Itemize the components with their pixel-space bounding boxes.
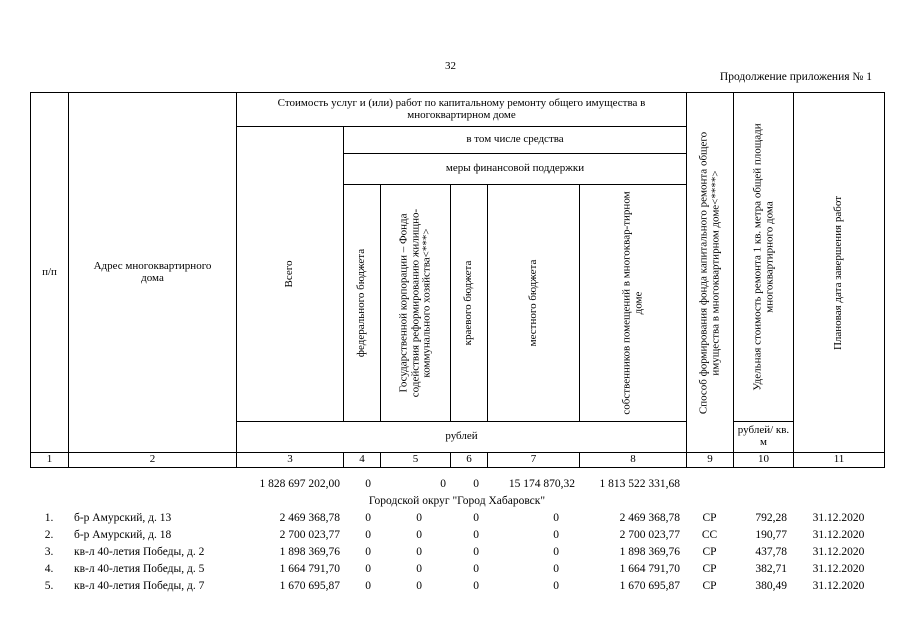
- table-row: [30, 543, 884, 560]
- region-title: Городской округ "Город Хабаровск": [368, 494, 546, 507]
- col-local: [488, 185, 580, 422]
- cell-own: 1 670 695,87: [619, 579, 680, 592]
- cell-addr: б-р Амурский, д. 13: [74, 511, 172, 524]
- cell-n: 1.: [44, 511, 54, 524]
- cell-method: СР: [702, 579, 717, 592]
- table-row: [30, 560, 884, 577]
- cell-addr: б-р Амурский, д. 18: [74, 528, 172, 541]
- col-number: 6: [451, 453, 488, 468]
- cell-method: СР: [702, 511, 717, 524]
- cell-loc: 0: [553, 545, 559, 558]
- col-planned: [794, 93, 885, 453]
- col-number: 2: [69, 453, 237, 468]
- cell-total: 1 898 369,76: [279, 545, 340, 558]
- col-cost: Стоимость услуг и (или) работ по капитальному ремонту общего имущества в многоквартирном доме: [237, 93, 687, 127]
- col-including: в том числе средства: [344, 127, 687, 154]
- cell-date: 31.12.2020: [812, 528, 865, 541]
- col-regional: [451, 185, 488, 422]
- cell-reg: 0: [473, 579, 479, 592]
- col-specific: [734, 93, 794, 422]
- cell-addr: кв-л 40-летия Победы, д. 2: [74, 545, 205, 558]
- totals-federal: 0: [365, 477, 371, 490]
- cell-loc: 0: [553, 528, 559, 541]
- cell-spec: 190,77: [755, 528, 787, 541]
- totals-owners: 1 813 522 331,68: [599, 477, 680, 490]
- cell-spec: 382,71: [755, 562, 787, 575]
- table-row: [30, 509, 884, 526]
- cell-method: СР: [702, 545, 717, 558]
- data-table: [30, 475, 884, 594]
- totals-total: 1 828 697 202,00: [259, 477, 340, 490]
- cell-date: 31.12.2020: [812, 545, 865, 558]
- cell-fed: 0: [365, 511, 371, 524]
- cell-fed: 0: [365, 528, 371, 541]
- col-number: 10: [734, 453, 794, 468]
- col-number: 8: [580, 453, 687, 468]
- cell-addr: кв-л 40-летия Победы, д. 5: [74, 562, 205, 575]
- col-owners-text: собственников помещений в многоквар-тирном доме: [620, 191, 644, 415]
- col-address: Адрес многоквартирного дома: [69, 93, 237, 453]
- col-fund: [381, 185, 451, 422]
- cell-total: 1 670 695,87: [279, 579, 340, 592]
- cell-reg: 0: [473, 562, 479, 575]
- cell-date: 31.12.2020: [812, 511, 865, 524]
- region-row: [30, 492, 884, 509]
- cell-spec: 380,49: [755, 579, 787, 592]
- cell-reg: 0: [473, 511, 479, 524]
- col-number: 9: [687, 453, 734, 468]
- cell-spec: 792,28: [755, 511, 787, 524]
- col-federal-text: федерального бюджета: [355, 248, 368, 358]
- table-row: [30, 526, 884, 543]
- cell-fed: 0: [365, 562, 371, 575]
- totals-regional: 0: [473, 477, 479, 490]
- cell-total: 2 700 023,77: [279, 528, 340, 541]
- cell-fed: 0: [365, 579, 371, 592]
- cell-fund: 0: [416, 562, 422, 575]
- cell-loc: 0: [553, 511, 559, 524]
- col-regional-text: краевого бюджета: [462, 260, 475, 346]
- col-number: 7: [488, 453, 580, 468]
- cell-n: 2.: [44, 528, 54, 541]
- cell-total: 2 469 368,78: [279, 511, 340, 524]
- col-specific-text: Удельная стоимость ремонта 1 кв. метра общей площади многоквартирного дома: [750, 123, 775, 391]
- cell-own: 2 700 023,77: [619, 528, 680, 541]
- cell-own: 1 898 369,76: [619, 545, 680, 558]
- cell-spec: 437,78: [755, 545, 787, 558]
- cell-method: СР: [702, 562, 717, 575]
- totals-fund: 0: [440, 477, 446, 490]
- col-support: меры финансовой поддержки: [344, 154, 687, 185]
- cell-loc: 0: [553, 562, 559, 575]
- cell-loc: 0: [553, 579, 559, 592]
- col-total: [237, 127, 344, 422]
- cell-reg: 0: [473, 545, 479, 558]
- cell-fund: 0: [416, 579, 422, 592]
- header-table: [30, 92, 885, 468]
- col-number: 5: [381, 453, 451, 468]
- col-federal: [344, 185, 381, 422]
- cell-reg: 0: [473, 528, 479, 541]
- col-planned-text: Плановая дата завершения работ: [832, 195, 845, 350]
- cell-n: 4.: [44, 562, 54, 575]
- cell-fund: 0: [416, 528, 422, 541]
- cell-addr: кв-л 40-летия Победы, д. 7: [74, 579, 205, 592]
- col-pp: п/п: [31, 93, 69, 453]
- cell-n: 3.: [44, 545, 54, 558]
- col-number: 3: [237, 453, 344, 468]
- totals-row: [30, 475, 884, 492]
- col-method: [687, 93, 734, 453]
- unit-rub-per-sqm: рублей/ кв. м: [734, 422, 794, 453]
- cell-fund: 0: [416, 545, 422, 558]
- table-row: [30, 577, 884, 594]
- page-number: 32: [445, 60, 456, 72]
- col-number: 11: [794, 453, 885, 468]
- cell-fund: 0: [416, 511, 422, 524]
- unit-rub: рублей: [237, 422, 687, 453]
- col-method-text: Способ формирования фонда капитального ремонта общего имущества в многоквартирном доме<****>: [697, 131, 721, 414]
- cell-n: 5.: [44, 579, 54, 592]
- col-number: 1: [31, 453, 69, 468]
- cell-method: СС: [701, 528, 718, 541]
- cell-date: 31.12.2020: [812, 579, 865, 592]
- cell-fed: 0: [365, 545, 371, 558]
- appendix-note: Продолжение приложения № 1: [719, 71, 872, 83]
- col-owners: [580, 185, 687, 422]
- col-local-text: местного бюджета: [526, 259, 539, 347]
- cell-own: 2 469 368,78: [619, 511, 680, 524]
- cell-own: 1 664 791,70: [619, 562, 680, 575]
- cell-total: 1 664 791,70: [279, 562, 340, 575]
- totals-local: 15 174 870,32: [508, 477, 575, 490]
- col-fund-text: Государственной корпорации – Фонда содействия реформированию жилищно-коммунального хозяйства<***>: [397, 208, 433, 398]
- col-number: 4: [344, 453, 381, 468]
- cell-date: 31.12.2020: [812, 562, 865, 575]
- col-total-text: Всего: [283, 260, 296, 288]
